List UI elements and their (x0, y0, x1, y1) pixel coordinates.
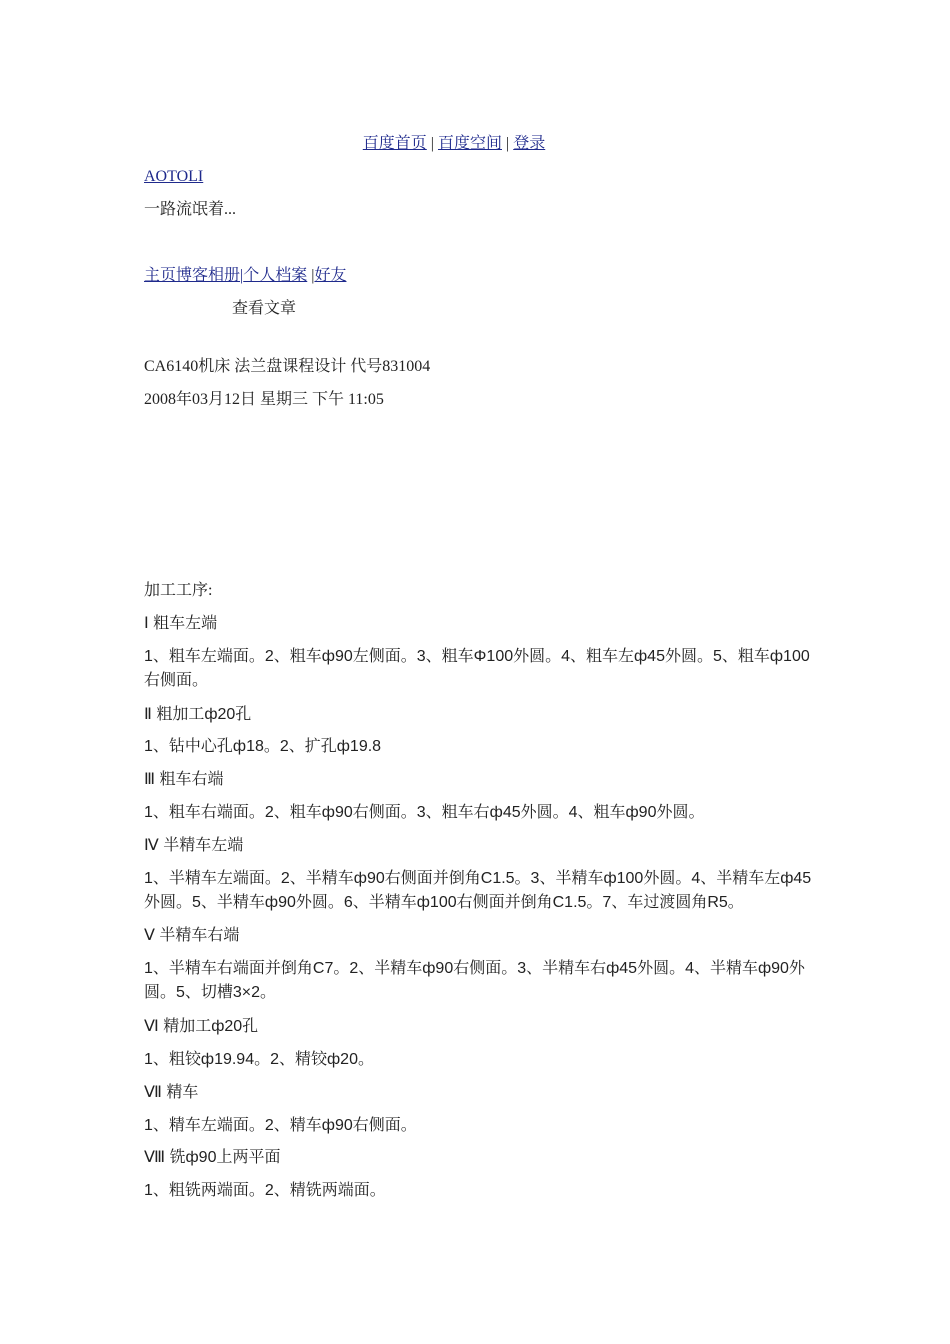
blog-name-link[interactable]: AOTOLI (144, 168, 204, 185)
step-heading: Ⅱ 粗加工ф20孔 (144, 706, 252, 723)
blog-name-row (144, 165, 203, 189)
login-link[interactable]: 登录 (513, 135, 546, 152)
blog-tagline: 一路流氓着... (144, 201, 237, 218)
nav-separator: | (307, 267, 315, 284)
step-heading: Ⅴ 半精车右端 (144, 927, 240, 944)
nav-separator: | (502, 135, 514, 152)
step-body: 1、粗铰ф19.94。2、精铰ф20。 (144, 1051, 374, 1068)
blog-album-link[interactable]: 博客相册 (176, 267, 241, 284)
step-heading: Ⅷ 铣ф90上两平面 (144, 1149, 281, 1166)
article-intro: 加工工序: (144, 582, 213, 599)
step-body: 1、半精车左端面。2、半精车ф90右侧面并倒角C1.5。3、半精车ф100外圆。4、半精车左ф45外圆。5、半精车ф90外圆。6、半精车ф100右侧面并倒角C1.5。7、车过渡圆角R5。 (144, 870, 812, 911)
baidu-home-link[interactable]: 百度首页 (362, 135, 427, 152)
step-body: 1、粗车右端面。2、粗车ф90右侧面。3、粗车右ф45外圆。4、粗车ф90外圆。 (144, 804, 705, 821)
step-body: 1、钻中心孔ф18。2、扩孔ф19.8 (144, 738, 382, 755)
step-body: 1、精车左端面。2、精车ф90右侧面。 (144, 1117, 417, 1134)
blog-home-link[interactable]: 主页 (144, 267, 177, 284)
step-body: 1、粗铣两端面。2、精铣两端面。 (144, 1182, 386, 1199)
step-body: 1、粗车左端面。2、粗车ф90左侧面。3、粗车Φ100外圆。4、粗车左ф45外圆。5、粗车ф100右侧面。 (144, 648, 810, 689)
friends-link[interactable]: 好友 (314, 267, 347, 284)
baidu-space-link[interactable]: 百度空间 (437, 135, 502, 152)
step-heading: Ⅲ 粗车右端 (144, 771, 224, 788)
article-datetime: 2008年03月12日 星期三 下午 11:05 (144, 391, 384, 408)
blog-nav (144, 264, 346, 288)
step-body: 1、半精车右端面并倒角C7。2、半精车ф90右侧面。3、半精车右ф45外圆。4、半精车ф90外圆。5、切槽3×2。 (144, 960, 805, 1001)
nav-separator: | (240, 267, 244, 284)
section-label: 查看文章 (232, 300, 297, 317)
step-heading: Ⅰ 粗车左端 (144, 615, 218, 632)
step-heading: Ⅳ 半精车左端 (144, 837, 244, 854)
step-heading: Ⅶ 精车 (144, 1084, 199, 1101)
top-nav (144, 132, 764, 156)
step-heading: Ⅵ 精加工ф20孔 (144, 1018, 259, 1035)
nav-separator: | (426, 135, 438, 152)
article-title: CA6140机床 法兰盘课程设计 代号831004 (144, 358, 431, 375)
profile-link[interactable]: 个人档案 (243, 267, 308, 284)
